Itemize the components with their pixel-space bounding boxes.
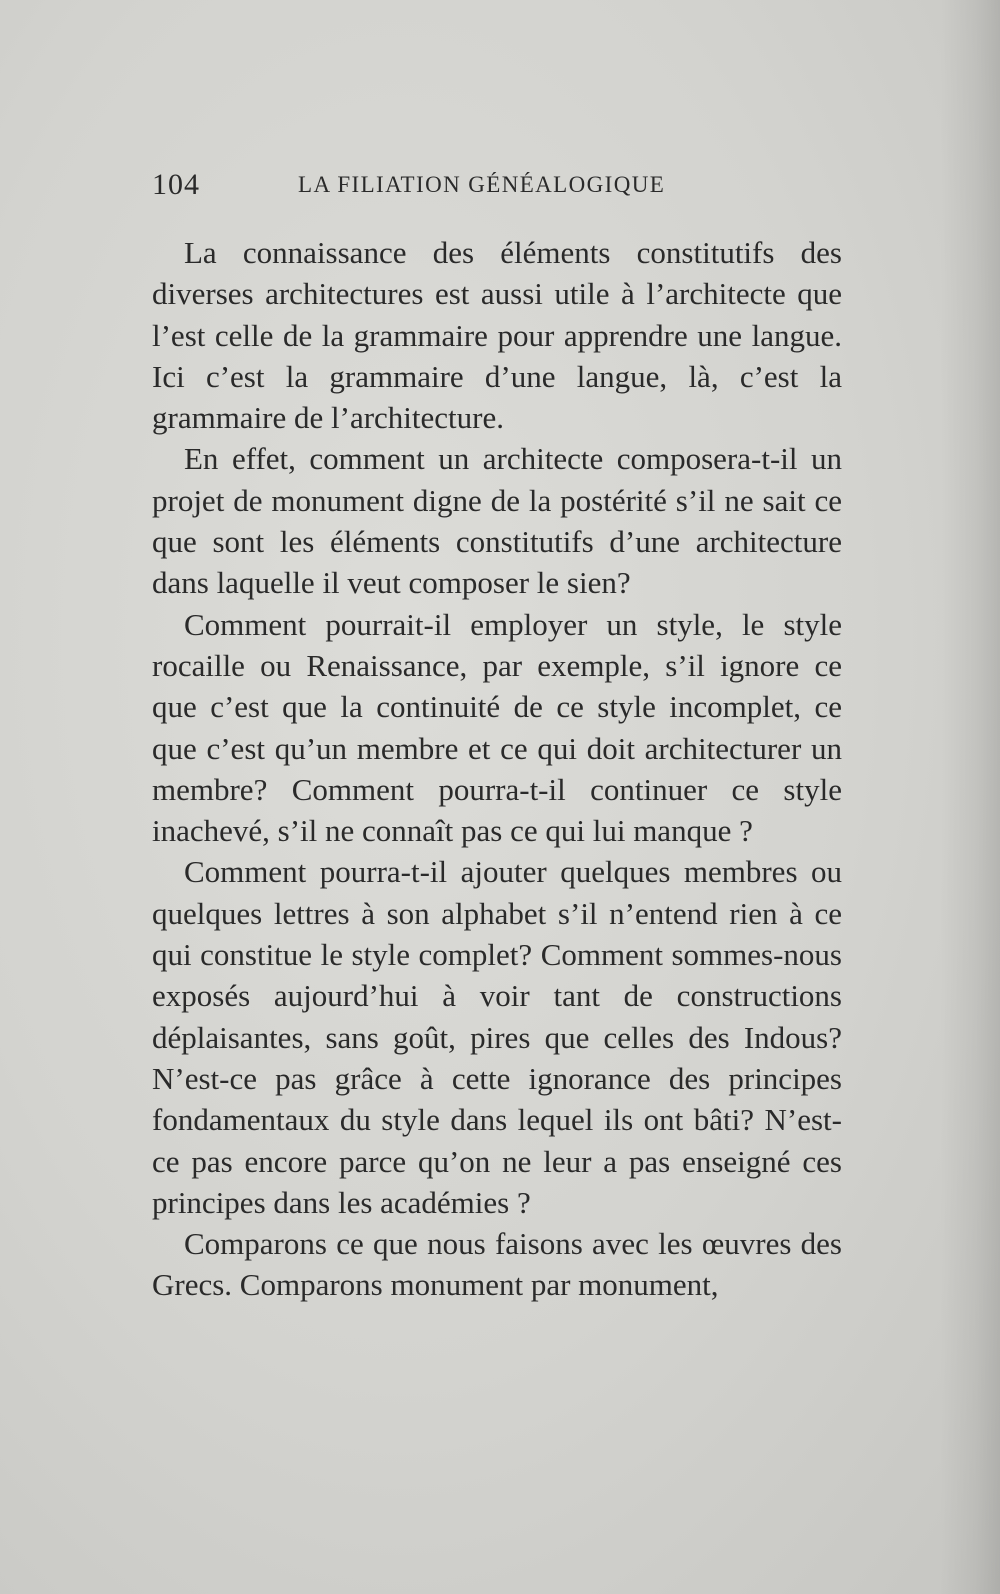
paragraph-3: Comment pourrait-il employer un style, le style rocaille ou Renaissance, par exemple, s’il ignore ce que c’est que la continuité de ce style incomplet, ce que c’est qu’un membre et ce qui doit architecturer un membre? Comment pourra-t-il continuer ce style inachevé, s’il ne connaît pas ce qui lui manque ? [152, 606, 842, 849]
paragraph-1: La connaissance des éléments constitutifs des diverses architectures est aussi utile à l’architecte que l’est celle de la grammaire pour apprendre une langue. Ici c’est la grammaire d’une langue, là, c’est la grammaire de l’architecture. [152, 235, 842, 436]
page-edge-shadow [940, 0, 1000, 1594]
body-text [152, 232, 842, 1306]
page-number: 104 [152, 168, 200, 201]
paragraph-2: En effet, comment un architecte composera-t-il un projet de monument digne de la postérité s’il ne sait ce que sont les éléments constitutifs d’une architecture dans laquelle il veut composer le sien? [152, 441, 842, 601]
paragraph-4: Comment pourra-t-il ajouter quelques membres ou quelques lettres à son alphabet s’il n’entend rien à ce qui constitue le style complet? Comment sommes-nous exposés aujourd’hui à voir tant de constructions déplaisantes, sans goût, pires que celles des Indous? N’est-ce pas grâce à cette ignorance des principes fondamentaux du style dans lequel ils ont bâti? N’est-ce pas encore parce qu’on ne leur a pas enseigné ces principes dans les académies ? [152, 854, 842, 1220]
running-title: LA FILIATION GÉNÉALOGIQUE [298, 172, 666, 197]
page-header [152, 168, 842, 208]
paragraph-5: Comparons ce que nous faisons avec les œuvres des Grecs. Comparons monument par monument, [152, 1226, 842, 1303]
